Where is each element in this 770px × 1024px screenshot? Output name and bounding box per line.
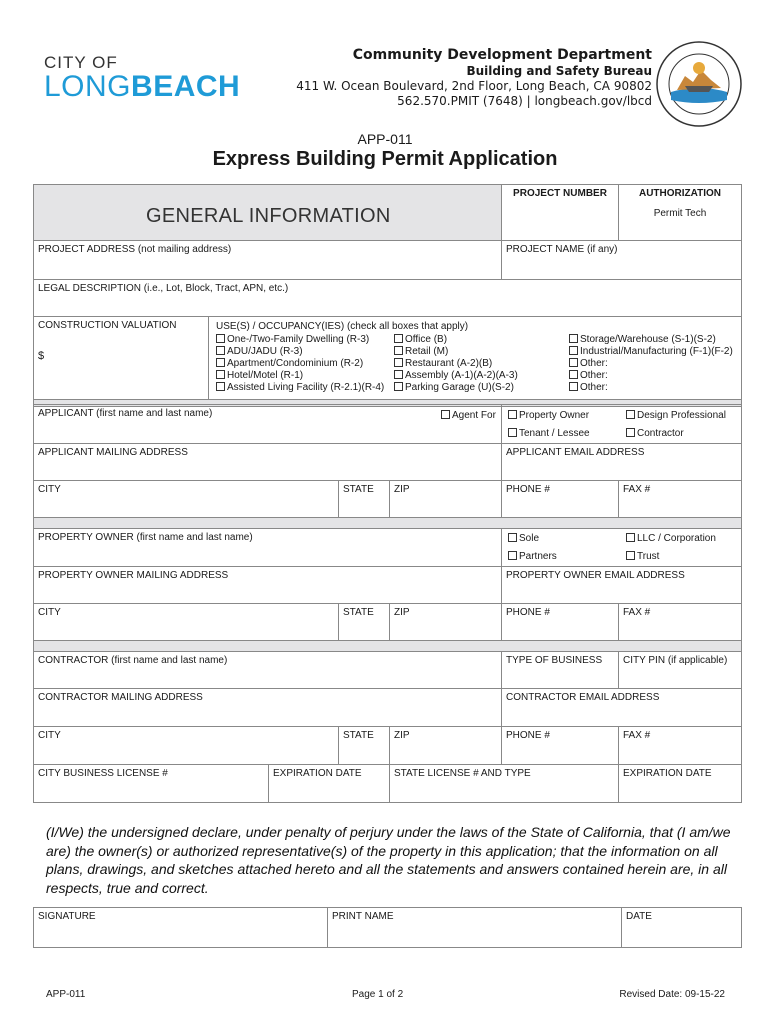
checkbox-office[interactable]: Office (B) [394,334,447,346]
checkbox-sole[interactable]: Sole [508,533,539,545]
footer-page-number: Page 1 of 2 [352,989,404,1000]
contractor-name-field[interactable]: CONTRACTOR (first name and last name) [33,651,502,689]
owner-city-field[interactable]: CITY [33,603,339,641]
print-name-field[interactable]: PRINT NAME [327,907,622,948]
bureau-name: Building and Safety Bureau [466,64,652,78]
footer-revised-date: Revised Date: 09-15-22 [619,989,725,1000]
checkbox-one-two-family[interactable]: One-/Two-Family Dwelling (R-3) [216,334,369,346]
checkbox-icon[interactable] [441,410,450,419]
applicant-name-field[interactable]: APPLICANT (first name and last name) [33,404,502,444]
property-owner-name-field[interactable]: PROPERTY OWNER (first name and last name) [33,528,502,567]
business-license-field[interactable]: CITY BUSINESS LICENSE # [33,764,269,803]
checkbox-contractor[interactable]: Contractor [626,428,684,440]
city-pin-field[interactable]: CITY PIN (if applicable) [618,651,742,689]
checkbox-icon[interactable] [508,410,517,419]
applicant-city-field[interactable]: CITY [33,480,339,518]
checkbox-icon[interactable] [394,346,403,355]
checkbox-storage-warehouse[interactable]: Storage/Warehouse (S-1)(S-2) [569,334,716,346]
legal-description-field[interactable]: LEGAL DESCRIPTION (i.e., Lot, Block, Tract, APN, etc.) [33,279,742,317]
owner-mailing-field[interactable]: PROPERTY OWNER MAILING ADDRESS [33,566,502,604]
department-name: Community Development Department [352,47,652,63]
checkbox-adu-jadu[interactable]: ADU/JADU (R-3) [216,346,303,358]
applicant-phone-field[interactable]: PHONE # [501,480,619,518]
checkbox-icon[interactable] [569,358,578,367]
checkbox-icon[interactable] [216,382,225,391]
checkbox-icon[interactable] [626,551,635,560]
checkbox-icon[interactable] [216,370,225,379]
checkbox-icon[interactable] [394,370,403,379]
applicant-zip-field[interactable]: ZIP [389,480,502,518]
owner-state-field[interactable]: STATE [338,603,390,641]
checkbox-icon[interactable] [626,533,635,542]
applicant-email-field[interactable]: APPLICANT EMAIL ADDRESS [501,443,742,481]
owner-phone-field[interactable]: PHONE # [501,603,619,641]
form-title: Express Building Permit Application [212,148,558,170]
checkbox-icon[interactable] [216,346,225,355]
contractor-zip-field[interactable]: ZIP [389,726,502,765]
project-number-field: PROJECT NUMBER [501,184,619,241]
department-header [296,47,652,109]
checkbox-partners[interactable]: Partners [508,551,557,563]
checkbox-icon[interactable] [216,358,225,367]
department-address: 411 W. Ocean Boulevard, 2nd Floor, Long Beach, CA 90802 [296,79,652,93]
checkbox-icon[interactable] [508,428,517,437]
declaration-text: (I/We) the undersigned declare, under penalty of perjury under the laws of the State of California, that (I am/we are) the owner(s) or authorized representative(s) of the property in this application; that the information on all plans, drawings, and sketches attached hereto and all the statements and answers contained herein are, in all respects, true and correct. [46,824,731,896]
authorization-field: AUTHORIZATION Permit Tech [618,184,742,241]
project-address-field[interactable]: PROJECT ADDRESS (not mailing address) [33,240,502,280]
checkbox-hotel-motel[interactable]: Hotel/Motel (R-1) [216,370,303,382]
footer-form-number: APP-011 [46,989,86,1000]
section-title-general-information: GENERAL INFORMATION [146,205,391,227]
construction-valuation-field[interactable]: CONSTRUCTION VALUATION $ [33,316,209,400]
state-license-field[interactable]: STATE LICENSE # AND TYPE [389,764,619,803]
checkbox-icon[interactable] [569,346,578,355]
checkbox-apartment[interactable]: Apartment/Condominium (R-2) [216,358,363,370]
applicant-fax-field[interactable]: FAX # [618,480,742,518]
checkbox-llc-corporation[interactable]: LLC / Corporation [626,533,716,545]
type-of-business-field[interactable]: TYPE OF BUSINESS [501,651,619,689]
checkbox-agent-for[interactable]: Agent For [441,410,496,422]
state-license-expiration-field[interactable]: EXPIRATION DATE [618,764,742,803]
checkbox-parking-garage[interactable]: Parking Garage (U)(S-2) [394,382,514,394]
contractor-city-field[interactable]: CITY [33,726,339,765]
city-logo [44,54,240,103]
logo-wordmark: LONGBEACH [44,70,241,103]
contractor-mailing-field[interactable]: CONTRACTOR MAILING ADDRESS [33,688,502,727]
checkbox-icon[interactable] [394,358,403,367]
checkbox-icon[interactable] [569,382,578,391]
date-field[interactable]: DATE [621,907,742,948]
owner-zip-field[interactable]: ZIP [389,603,502,641]
form-number: APP-011 [357,131,413,147]
applicant-mailing-field[interactable]: APPLICANT MAILING ADDRESS [33,443,502,481]
checkbox-other-2[interactable]: Other: [569,370,608,382]
project-name-field[interactable]: PROJECT NAME (if any) [501,240,742,280]
checkbox-icon[interactable] [569,334,578,343]
checkbox-icon[interactable] [569,370,578,379]
checkbox-icon[interactable] [626,428,635,437]
contractor-email-field[interactable]: CONTRACTOR EMAIL ADDRESS [501,688,742,727]
checkbox-other-3[interactable]: Other: [569,382,608,394]
checkbox-icon[interactable] [508,551,517,560]
checkbox-trust[interactable]: Trust [626,551,659,563]
checkbox-industrial[interactable]: Industrial/Manufacturing (F-1)(F-2) [569,346,733,358]
applicant-state-field[interactable]: STATE [338,480,390,518]
license-expiration-field[interactable]: EXPIRATION DATE [268,764,390,803]
owner-fax-field[interactable]: FAX # [618,603,742,641]
city-seal-icon [655,40,743,128]
signature-field[interactable]: SIGNATURE [33,907,328,948]
checkbox-icon[interactable] [394,334,403,343]
logo-city-of: CITY OF [44,53,118,72]
checkbox-tenant-lessee[interactable]: Tenant / Lessee [508,428,590,440]
checkbox-design-professional[interactable]: Design Professional [626,410,726,422]
checkbox-retail[interactable]: Retail (M) [394,346,448,358]
department-contact: 562.570.PMIT (7648) | longbeach.gov/lbcd [397,94,652,108]
contractor-phone-field[interactable]: PHONE # [501,726,619,765]
uses-heading: USE(S) / OCCUPANCY(IES) (check all boxes that apply) [216,321,469,332]
contractor-fax-field[interactable]: FAX # [618,726,742,765]
checkbox-assisted-living[interactable]: Assisted Living Facility (R-2.1)(R-4) [216,382,384,394]
checkbox-other-1[interactable]: Other: [569,358,608,370]
checkbox-icon[interactable] [216,334,225,343]
contractor-state-field[interactable]: STATE [338,726,390,765]
checkbox-assembly[interactable]: Assembly (A-1)(A-2)(A-3) [394,370,518,382]
checkbox-icon[interactable] [626,410,635,419]
checkbox-property-owner[interactable]: Property Owner [508,410,589,422]
owner-email-field[interactable]: PROPERTY OWNER EMAIL ADDRESS [501,566,742,604]
checkbox-icon[interactable] [508,533,517,542]
checkbox-icon[interactable] [394,382,403,391]
checkbox-restaurant[interactable]: Restaurant (A-2)(B) [394,358,492,370]
